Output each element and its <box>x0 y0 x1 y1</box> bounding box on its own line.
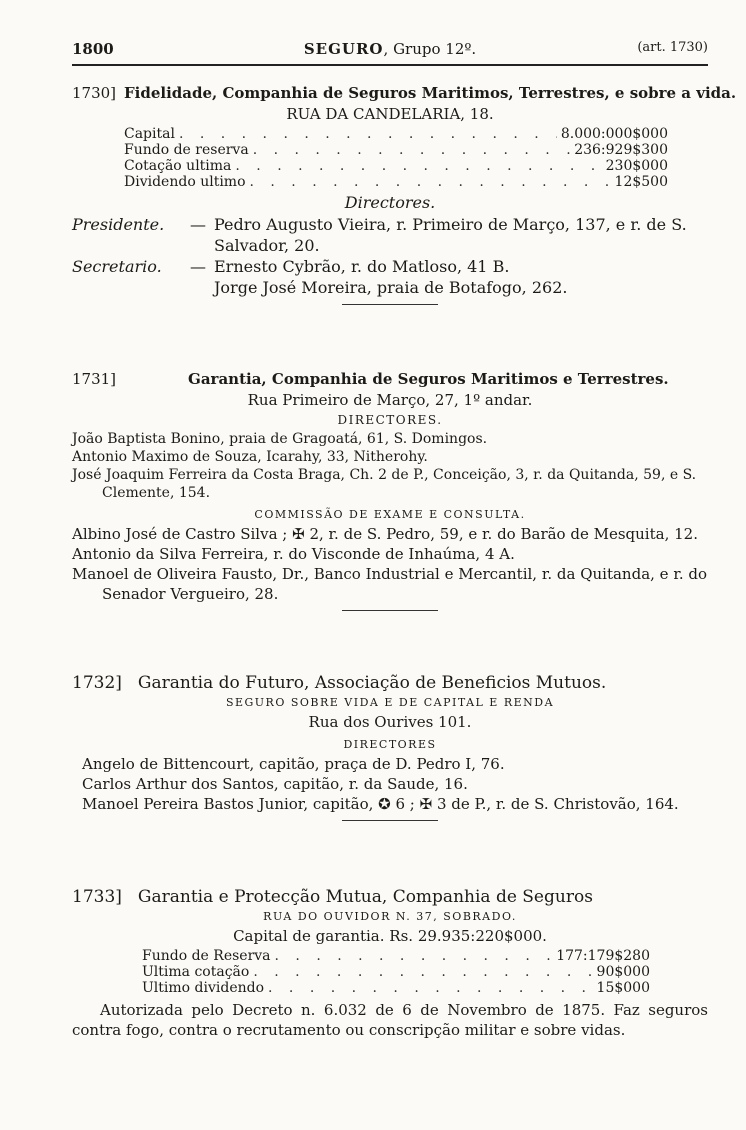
stat-value: 230$000 <box>605 158 668 174</box>
directors-heading: Directores. <box>344 193 436 212</box>
separator-rule <box>342 304 438 305</box>
leader-dots <box>179 126 557 142</box>
secretary-label: Secretario. <box>72 257 162 276</box>
stat-label: Fundo de reserva <box>124 142 249 158</box>
company-name: Fidelidade, Companhia de Seguros Maritimos, Terrestres, e sobre a vida. <box>124 84 737 102</box>
entry-title <box>72 82 737 104</box>
stat-value: 15$000 <box>596 980 650 996</box>
stat-label: Ultimo dividendo <box>142 980 265 996</box>
entry-title <box>72 886 708 908</box>
stat-label: Cotação ultima <box>124 158 232 174</box>
extra-director: Jorge José Moreira, praia de Botafogo, 262. <box>214 278 568 297</box>
stat-value: 236:929$300 <box>574 142 668 158</box>
company-address: Rua dos Ourives 101. <box>308 713 472 731</box>
director-line: José Joaquim Ferreira da Costa Braga, Ch. 2 de P., Conceição, 3, r. da Quitanda, 59, e S. Clemente, 154. <box>72 467 697 501</box>
company-name: Garantia, Companhia de Seguros Maritimos e Terrestres. <box>188 370 669 388</box>
company-address: RUA DA CANDELARIA, 18. <box>286 105 494 123</box>
entry-1730 <box>72 82 737 305</box>
stat-value: 12$500 <box>614 174 668 190</box>
company-name: Garantia e Protecção Mutua, Companhia de Seguros <box>137 887 593 907</box>
stat-label: Ultima cotação <box>142 964 250 980</box>
stat-row <box>142 948 650 964</box>
stat-row <box>142 964 650 980</box>
commission-line: Albino José de Castro Silva ; ✠ 2, r. de S. Pedro, 59, e r. do Barão de Mesquita, 12. <box>72 525 698 543</box>
stat-value: 90$000 <box>596 964 650 980</box>
stat-row <box>124 142 668 158</box>
leader-dots <box>253 142 571 158</box>
separator-rule <box>342 820 438 821</box>
stat-label: Dividendo ultimo <box>124 174 246 190</box>
entry-number: 1732] <box>72 673 122 693</box>
leader-dots <box>268 980 593 996</box>
leader-dots <box>235 158 601 174</box>
director-line: João Baptista Bonino, praia de Gragoatá, 61, S. Domingos. <box>72 431 488 447</box>
president-label: Presidente. <box>72 215 165 234</box>
stat-value: 8.000:000$000 <box>560 126 668 142</box>
stat-row <box>124 126 668 142</box>
company-name: Garantia do Futuro, Associação de Beneficios Mutuos. <box>137 673 607 693</box>
commission-line: Antonio da Silva Ferreira, r. do Visconde de Inhaúma, 4 A. <box>72 545 515 563</box>
dash: — <box>190 257 206 276</box>
entry-title <box>72 672 708 694</box>
directors-heading: DIRECTORES. <box>337 413 443 427</box>
section-name: SEGURO <box>303 40 384 58</box>
secretary-text: Ernesto Cybrão, r. do Matloso, 41 B. <box>214 257 510 276</box>
leader-dots <box>250 174 611 190</box>
entry-1732 <box>72 672 708 821</box>
leader-dots <box>253 964 592 980</box>
director-line: Manoel Pereira Bastos Junior, capitão, ✪ 6 ; ✠ 3 de P., r. de S. Christovão, 164. <box>82 795 679 813</box>
stat-row <box>124 158 668 174</box>
stat-row <box>142 980 650 996</box>
group-label: Grupo 12º. <box>393 40 477 58</box>
entry-1731 <box>72 368 708 611</box>
entry-1733 <box>72 886 708 1040</box>
page-number: 1800 <box>72 40 114 58</box>
leader-dots <box>275 948 553 964</box>
president-text: Pedro Augusto Vieira, r. Primeiro de Março, 137, e r. de S. Salvador, 20. <box>214 215 687 255</box>
secretary-row <box>72 256 708 277</box>
stat-row <box>124 174 668 190</box>
director-line: Carlos Arthur dos Santos, capitão, r. da Saude, 16. <box>82 775 468 793</box>
entry-number: 1730] <box>72 84 117 102</box>
commission-line: Manoel de Oliveira Fausto, Dr., Banco Industrial e Mercantil, r. da Quitanda, e r. do Senador Vergueiro, 28. <box>72 565 708 603</box>
entry-number: 1731] <box>72 370 117 388</box>
company-address: RUA DO OUVIDOR N. 37, SOBRADO. <box>263 910 517 923</box>
company-address: Rua Primeiro de Março, 27, 1º andar. <box>247 391 533 409</box>
commission-heading: COMMISSÃO DE EXAME E CONSULTA. <box>254 508 526 521</box>
stat-label: Capital <box>124 126 175 142</box>
financial-stats <box>124 126 668 190</box>
authorization-note: Autorizada pelo Decreto n. 6.032 de 6 de Novembro de 1875. Faz seguros contra fogo, contra o recrutamento ou conscripção militar e sobre vidas. <box>72 1001 708 1039</box>
directors-heading: DIRECTORES <box>343 738 437 751</box>
article-reference: (art. 1730) <box>637 40 708 55</box>
director-line: Antonio Maximo de Souza, Icarahy, 33, Nitherohy. <box>72 449 428 465</box>
company-subtitle: SEGURO SOBRE VIDA E DE CAPITAL E RENDA <box>225 696 555 709</box>
entry-number: 1733] <box>72 887 122 907</box>
capital-line: Capital de garantia. Rs. 29.935:220$000. <box>233 927 547 945</box>
entry-title <box>72 368 708 390</box>
stat-label: Fundo de Reserva <box>142 948 271 964</box>
dash: — <box>190 215 206 234</box>
director-line: Angelo de Bittencourt, capitão, praça de D. Pedro I, 76. <box>82 755 505 773</box>
page-header <box>72 40 708 66</box>
running-title: SEGURO, Grupo 12º. <box>303 40 477 58</box>
separator-rule <box>342 610 438 611</box>
financial-stats <box>142 948 650 996</box>
stat-value: 177:179$280 <box>556 948 650 964</box>
president-row <box>72 214 708 256</box>
